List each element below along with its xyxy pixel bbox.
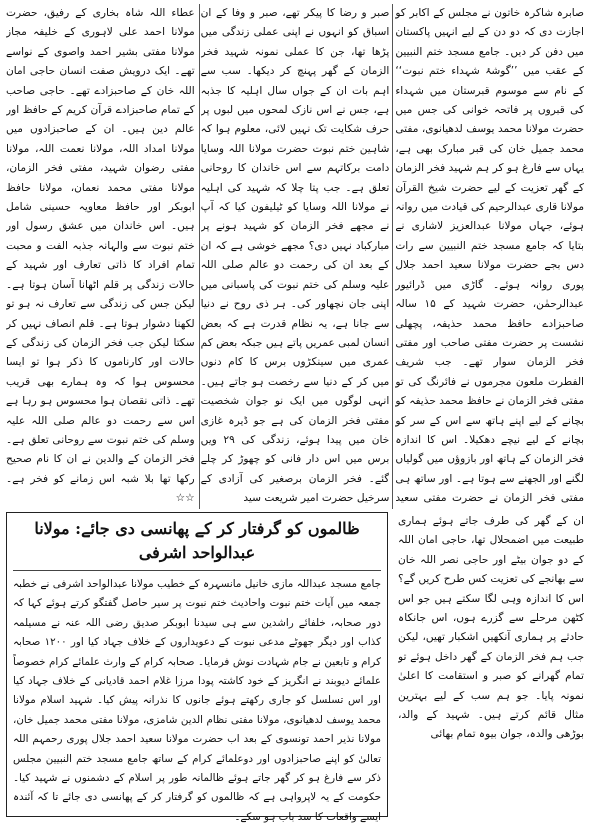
column-right-continued-text: ان کے گھر کی طرف جاتے ہوئے ہماری طبیعت میں اضمحلال تھا، حاجی امان اللہ کے دو جوان بیٹے اور حاجی نصر اللہ خان سے بھانجے کی تعزیت کس طرح کریں گے؟ اس کا اندازہ وہی لگا سکتے ہیں جو اس کٹھن مرحلے سے گزرے ہوں، اس جانکاہ حادثے پر ہماری آنکھیں اشکبار تھیں، لیکن جب ہم فخر الزمان کے گھر داخل ہوئے تو تمام گھرانے کو صبر و استقامت کا اعلیٰ نمونہ پایا۔ جو ہم سب کے لیے بہترین مثال قائم کرتے ہیں۔ شہید کے والد، بوڑھی والدہ، جوان بیوہ تمام بھائی — [398, 515, 584, 741]
column-right-text: صابرہ شاکرہ خاتون نے مجلس کے اکابر کو اجازت دی کہ دو دن کے لیے انہیں پاکستان میں دفن کر دیں۔ جامع مسجد ختم النبیین کے عقب میں ’’گوشۂ شہداء ختم نبوت‘‘ کے نام سے موسوم قبرستان میں شہداء کی قبروں پر فاتحہ خوانی کی جس میں حضرت مولانا محمد یوسف لدھیانوی، مفتی محمد جمیل خان کی قبر مبارک بھی ہے، یہاں سے فارغ ہو کر ہم شہید فخر الزمان کے گھر تعزیت کے لیے حضرت شیخ القرآن مولانا قاری عبدالرحیم کی قیادت میں روانہ ہوئے، جہاں مولانا عبدالعزیز لاشاری نے بتایا کہ جامع مسجد ختم النبیین سے رات دس بجے حضرت مولانا سعید احمد جلال پوری روانہ ہوئے۔ گاڑی میں ڈرائیور عبدالرحمٰن، حضرت شہید کے ۱۵ سالہ صاحبزادے حافظ محمد حذیفہ، پچھلی نشست پر حضرت مفتی صاحب اور مفتی فخر الزمان سوار تھے۔ جب شریف الفطرت ملعون مجرموں نے فائرنگ کی تو مفتی فخر الزمان نے حافظ محمد حذیفہ کو بچانے کے لیے اپنے ہاتھ سے اس کے سر کو بچانے کے لیے نیچے دھکیلا۔ اس کا اندازہ فخر الزمان کے ہاتھ اور بازوؤں میں گولیاں لگنے اور الجھنے سے ہوتا ہے۔ اور ساتھ ہی مفتی فخر الزمان نے حضرت مفتی سعید — [395, 7, 584, 505]
column-middle — [201, 4, 390, 509]
column-divider — [392, 4, 393, 509]
news-box-headline: ظالموں کو گرفتار کر کے پھانسی دی جائے: مولانا عبدالواحد اشرفی — [13, 517, 381, 571]
column-right-continued — [398, 512, 584, 817]
news-box-body-text: جامع مسجد عبداللہ مازی خانیل مانسہرہ کے خطیب مولانا عبدالواحد اشرفی نے خطبہ جمعہ میں آیات ختم نبوت واحادیث ختم نبوت پر سیر حاصل گفتگو کرتے ہوئے کہا کہ دور صحابہ، خلفائے راشدین سے ہی سیدنا ابوبکر صدیق رضی اللہ عنہ نے مسیلمہ کذاب اور دیگر جھوٹے مدعی نبوت کے دعویداروں کے خلاف جہاد کیا اور ۱۲۰۰ صحابہ کرام و تابعین نے جام شہادت نوش فرمایا۔ صحابہ کرام کے وارث علمائے کرام خصوصاً علمائے دیوبند نے انگریز کے خود کاشتہ پودا مرزا غلام احمد قادیانی کے خلاف جہاد کیا اور اس تسلسل کو جاری رکھتے ہوئے جانوں کا نذرانہ پیش کیا۔ شہید اسلام مولانا محمد یوسف لدھیانوی، مولانا مفتی نظام الدین شامزی، مولانا مفتی محمد جمیل خان، مولانا نذیر احمد تونسوی کے بعد اب حضرت مولانا سعید احمد جلال پوری رحمہم اللہ تعالیٰ کو اپنے صاحبزادوں اور دوعلمائے کرام کے ساتھ جامع مسجد ختم النبیین مجلس ذکر سے فارغ ہو کر گھر جاتے ہوئے ظالمانہ طور پر اسلام کے دشمنوں نے شہید کیا۔ حکومت کے یہ لاپرواہی ہے کہ ظالموں کو گرفتار کر کے پھانسی دی جائے تا کہ آئندہ ایسے واقعات کا سد باب ہو سکے۔ — [13, 578, 381, 823]
column-left-text: عطاء اللہ شاہ بخاری کے رفیق، حضرت مولانا احمد علی لاہوری کے خلیفہ مجاز مولانا مفتی بشیر احمد واصوی کے نواسے تھے۔ ایک درویش صفت انسان حاجی امان اللہ خان کے صاحبزادے تھے۔ حاجی صاحب کے تمام صاحبزادے قرآن کریم کے حافظ اور عالم دین ہیں۔ ان کے صاحبزادوں میں مولانا امداد اللہ، مولانا نعمت اللہ، مولانا مفتی رضوان شہید، مفتی فخر الزمان، مولانا مفتی محمد نعمان، مولانا حافظ ابوبکر اور حافظ معاویہ حسینی شامل ہیں۔ اس خاندان میں عشق رسول اور ختم نبوت سے والہانہ جذبہ الفت و محبت تمام افراد کا ذاتی تعارف اور شہید کے حالات زندگی پر قلم اٹھانا آسان ہوتا ہے۔ لیکن جس کی زندگی سے تعارف نہ ہو تو لکھنا دشوار ہوتا ہے۔ قلم انصاف نہیں کر سکتا لیکن جب فخر الزمان کی زندگی کے حالات اور کارناموں کا ذکر ہوا تو ایسا محسوس ہوا کہ وہ ہمارے بھی قریب تھے۔ ذاتی نقصان ہوا محسوس ہو رہا ہے اس سے رحمت دو عالم صلی اللہ علیہ وسلم کی ختم نبوت سے روحانی تعلق ہے۔ فخر الزمان کے والدین نے ان کا نام صحیح رکھا تھا بلا شبہ اس زمانے کو فخر ہے۔ ☆☆ — [5, 7, 195, 505]
column-right — [395, 4, 584, 509]
column-divider — [199, 4, 200, 509]
news-box — [6, 512, 388, 823]
column-middle-text: صبر و رضا کا پیکر تھے، صبر و وفا کے ان اسباق کو انہوں نے اپنی عملی زندگی میں پڑھا تھا، جن کا عملی نمونہ شہید فخر الزمان کے گھر پہنچ کر دیکھا۔ سب سے اہم بات ان کے جواں سال اہلیہ کا جذبہ ہے، جس نے اس نازک لمحوں میں لبوں پر حرف شکایت تک نہیں لائی، معلوم ہوا کہ شاہین ختم نبوت حضرت مولانا اللہ وسایا دامت برکاتہم سے اس خاندان کا روحانی تعلق ہے۔ جب پتا چلا کہ شہید کی اہلیہ نے مولانا اللہ وسایا کو ٹیلیفون کیا کہ آپ نے مجھے فخر الزمان کو شہید ہونے پر مبارکباد نہیں دی؟ مجھے خوشی ہے کہ ان کے بعد ان کی رحمت دو عالم صلی اللہ علیہ وسلم کی ختم نبوت کی پاسبانی میں اپنی جان نچھاور کی۔ ہر ذی روح نے دنیا سے جانا ہے، یہ نظام قدرت ہے کہ بعض انسان لمبی عمریں پاتے ہیں جبکہ بعض کم عمری میں سینکڑوں برس کا کام دنوں میں کر کے دنیا سے رخصت ہو جاتے ہیں۔ انہی لوگوں میں ایک نو جوان شخصیت مفتی فخر الزمان کی ہے جو ڈیرہ غازی خان میں پیدا ہوئے، زندگی کی ۲۹ ویں برس میں اس دار فانی کو چھوڑ کر چلے گئے۔ فخر الزمان برصغیر کی آزادی کے سرخیل حضرت امیر شریعت سید — [200, 7, 390, 505]
article-columns — [6, 4, 584, 509]
column-left — [6, 4, 195, 509]
news-box-body — [13, 575, 381, 837]
